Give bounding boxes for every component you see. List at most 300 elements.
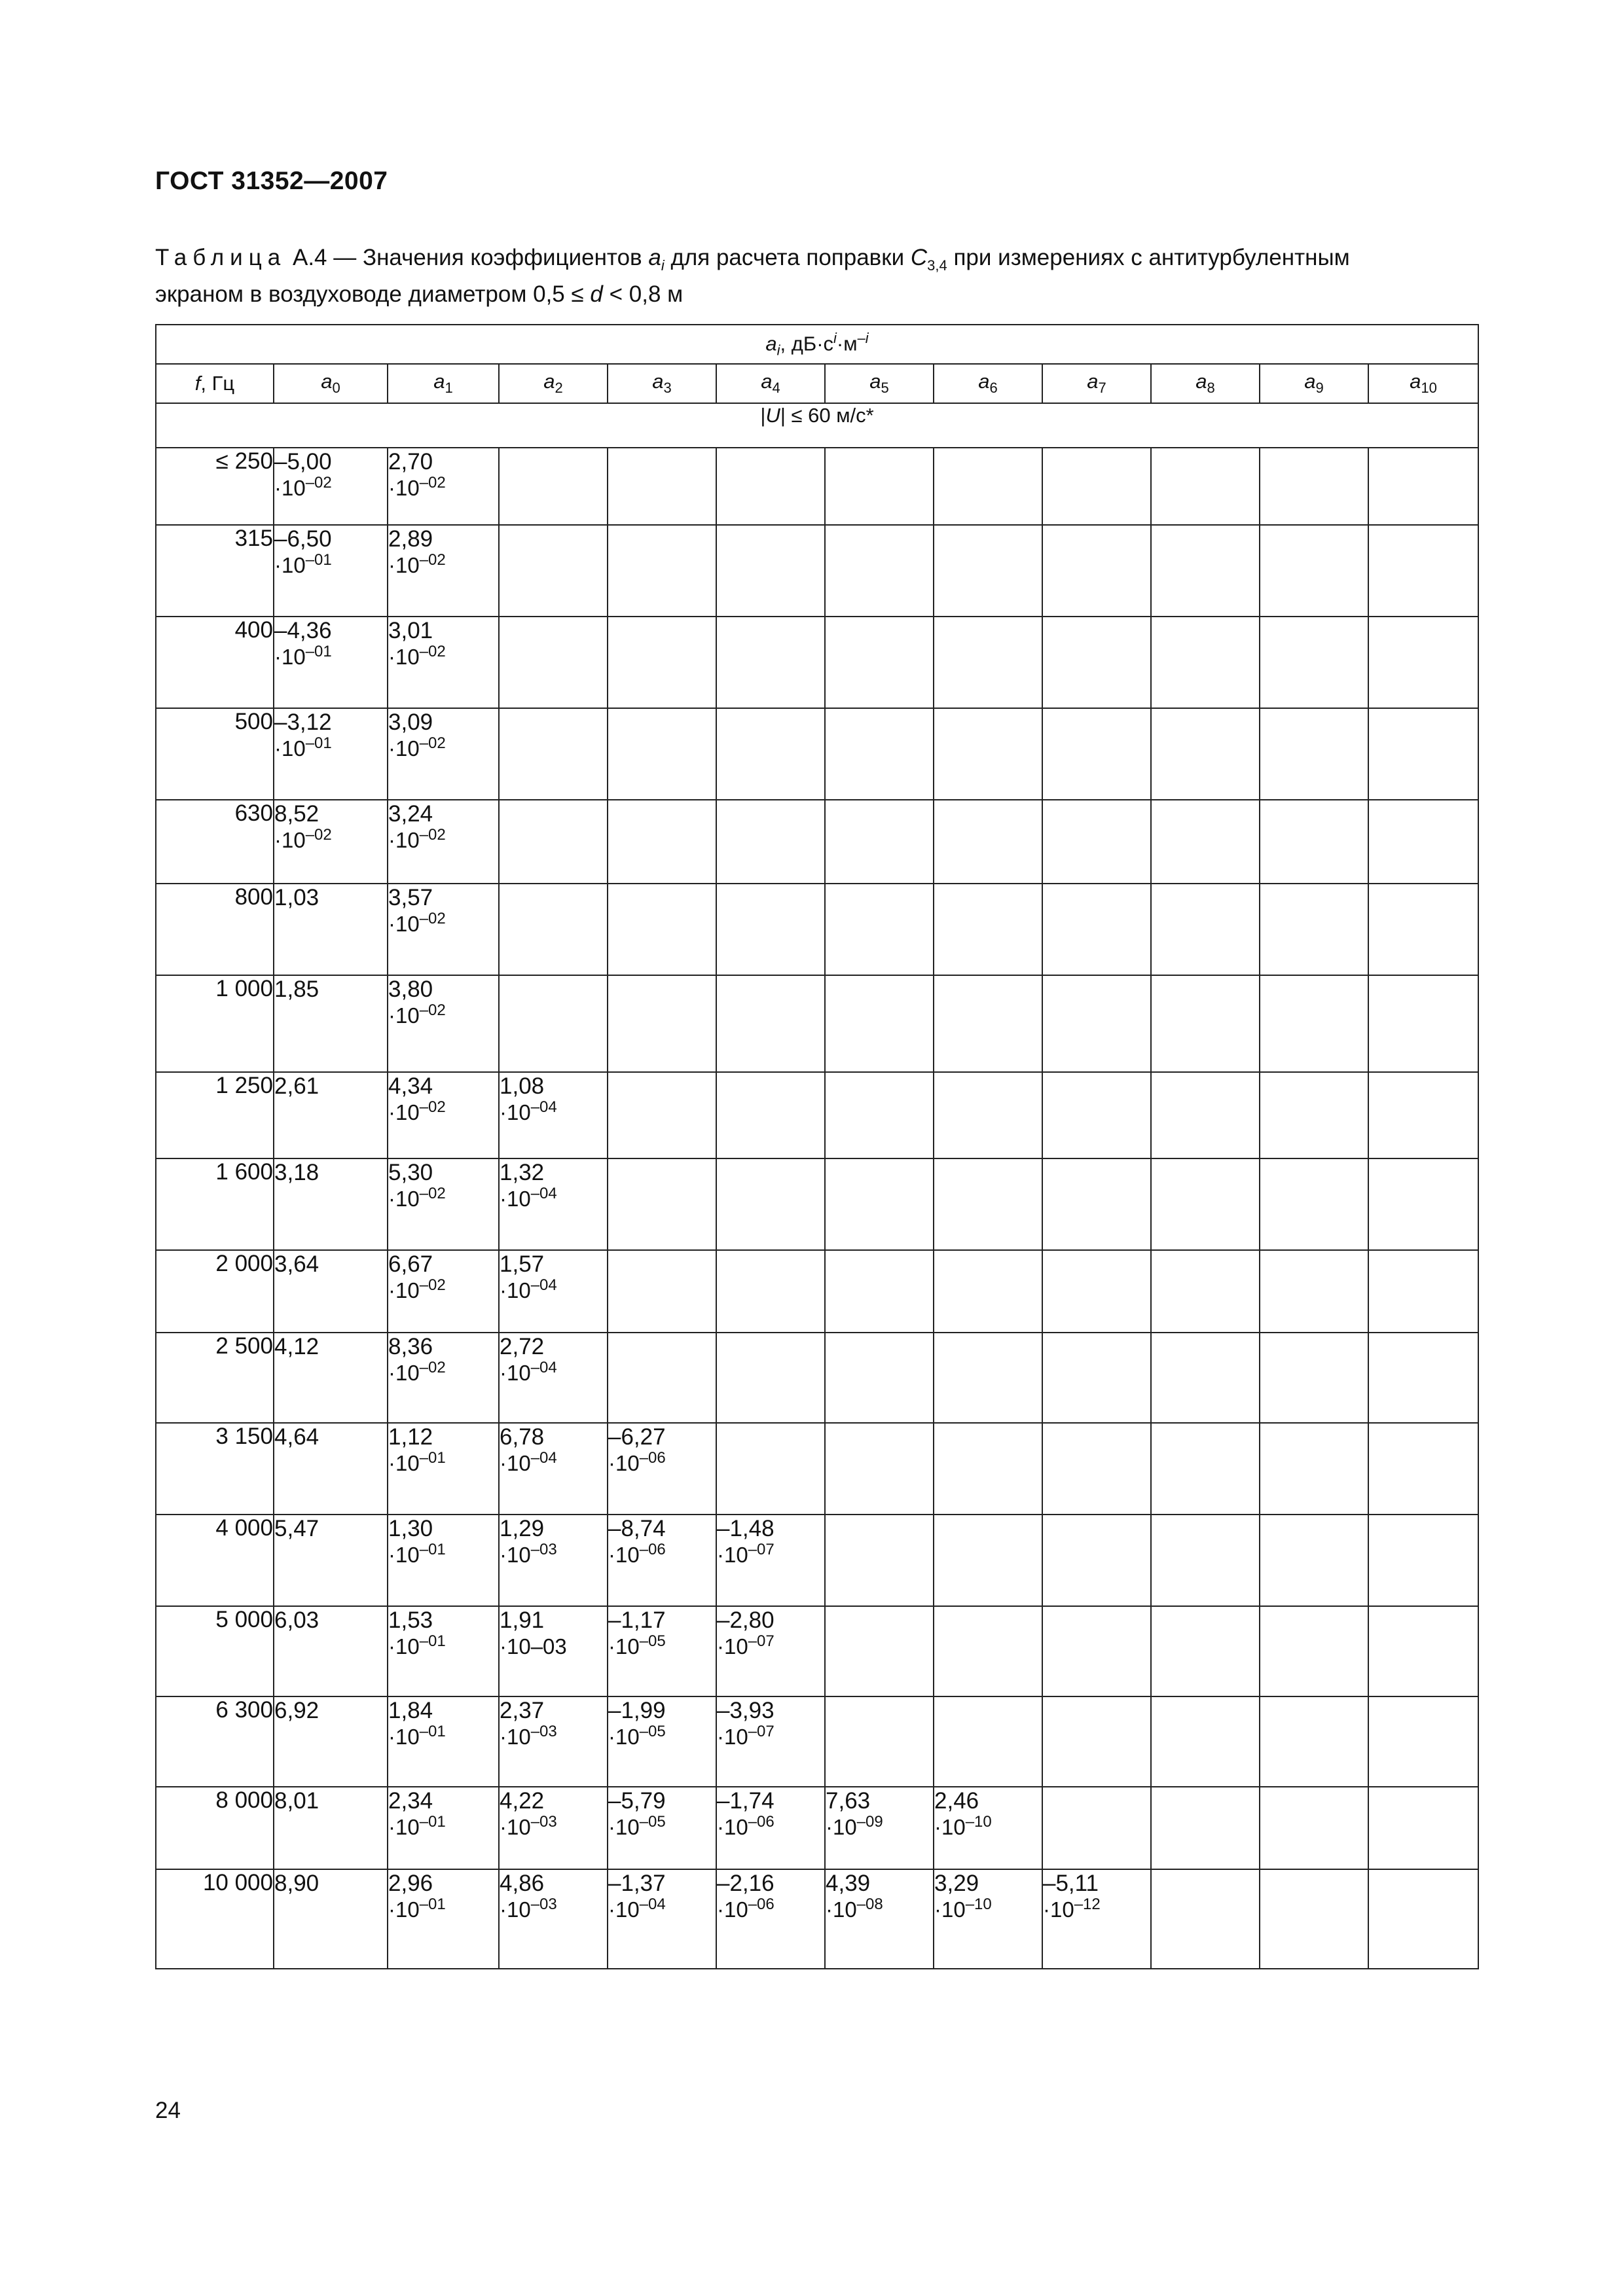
coefficient-cell: [825, 617, 934, 708]
coefficient-mantissa: –5,00: [274, 449, 332, 475]
coefficient-mantissa: 5,30: [388, 1160, 433, 1185]
exponent-base: ·10: [388, 1278, 420, 1302]
coefficient-cell: [934, 1072, 1042, 1158]
coefficient-exponent: [934, 1897, 1042, 1922]
coefficient-cell: [388, 1869, 499, 1969]
coefficient-cell: [274, 1158, 388, 1250]
table-row: [156, 1072, 1478, 1158]
coefficient-cell: [499, 1423, 608, 1515]
coef-header-sub: 10: [1421, 380, 1437, 397]
exponent-base: ·10–03: [500, 1634, 567, 1659]
coefficient-cell: [1260, 1515, 1368, 1606]
condition-pre: |: [760, 404, 766, 427]
coefficient-exponent: [388, 1451, 498, 1476]
coefficient-exponent: [388, 553, 498, 578]
coefficient-mantissa: 2,70: [388, 449, 433, 475]
coefficient-mantissa: –1,74: [717, 1788, 775, 1814]
table-row: [156, 525, 1478, 617]
coefficient-cell: [1368, 1515, 1478, 1606]
coefficient-mantissa: 4,86: [500, 1871, 545, 1896]
coefficient-exponent: [500, 1187, 607, 1211]
coefficient-cell: [1260, 1072, 1368, 1158]
coefficient-mantissa: 3,57: [388, 885, 433, 910]
coefficient-exponent: [274, 736, 387, 761]
coefficient-mantissa: 2,96: [388, 1871, 433, 1896]
coef-header-var: a: [433, 370, 445, 393]
frequency-cell: 1 600: [156, 1158, 274, 1250]
coefficient-cell: [934, 1333, 1042, 1423]
coefficient-cell: [499, 975, 608, 1072]
exponent-power: –02: [419, 551, 446, 569]
coefficient-cell: [1042, 975, 1151, 1072]
coefficients-table: [155, 324, 1479, 1969]
coefficient-exponent: [500, 1278, 607, 1303]
coefficient-cell: [825, 800, 934, 884]
coefficient-exponent: [717, 1725, 824, 1749]
coefficient-cell: [825, 1423, 934, 1515]
coefficient-exponent: [388, 1634, 498, 1659]
exponent-power: –03: [530, 1895, 557, 1913]
coefficient-cell: [825, 708, 934, 800]
page-number: 24: [155, 2098, 181, 2123]
frequency-cell: 630: [156, 800, 274, 884]
coefficient-cell: [716, 1696, 825, 1787]
frequency-cell: 500: [156, 708, 274, 800]
coefficient-cell: [499, 1606, 608, 1696]
coefficient-cell: [716, 1606, 825, 1696]
exponent-base: ·10: [608, 1451, 640, 1475]
coefficient-mantissa: 8,36: [388, 1334, 433, 1359]
exponent-power: –05: [639, 1813, 666, 1831]
coefficient-mantissa: 3,29: [934, 1871, 979, 1896]
coefficient-mantissa: 8,90: [274, 1871, 319, 1896]
coefficient-exponent: [388, 476, 498, 501]
coefficient-cell: [1368, 1869, 1478, 1969]
coefficient-mantissa: 3,80: [388, 977, 433, 1002]
caption-line2-post: < 0,8 м: [602, 281, 684, 307]
caption-label-rest: A.4 — Значения коэффициентов: [292, 245, 649, 270]
coefficient-cell: [1368, 1250, 1478, 1333]
exponent-power: –01: [305, 551, 332, 569]
coef-header-var: a: [869, 370, 881, 393]
exponent-base: ·10: [500, 1543, 531, 1567]
exponent-base: ·10: [274, 828, 306, 852]
exponent-base: ·10: [500, 1100, 531, 1124]
coefficient-cell: [1042, 800, 1151, 884]
coefficient-cell: [1151, 617, 1260, 708]
exponent-power: –01: [419, 1449, 446, 1467]
exponent-power: –01: [419, 1813, 446, 1831]
coefficient-cell: [825, 525, 934, 617]
coefficient-mantissa: –4,36: [274, 618, 332, 643]
exponent-base: ·10: [608, 1543, 640, 1567]
coefficient-cell: [608, 1869, 716, 1969]
unit-exp1: i: [833, 329, 837, 346]
coefficient-cell: [388, 1250, 499, 1333]
coefficient-cell: [1260, 708, 1368, 800]
exponent-base: ·10: [388, 1897, 420, 1922]
coefficient-mantissa: –1,37: [608, 1871, 666, 1896]
coefficient-cell: [716, 617, 825, 708]
coefficient-cell: [608, 800, 716, 884]
coef-header-a8: [1151, 364, 1260, 403]
coefficient-cell: [716, 884, 825, 975]
coef-header-sub: 4: [772, 380, 780, 397]
coefficient-exponent: [388, 1100, 498, 1125]
coefficient-mantissa: 3,01: [388, 618, 433, 643]
coefficient-cell: [716, 1869, 825, 1969]
frequency-cell: 4 000: [156, 1515, 274, 1606]
coefficient-cell: [608, 617, 716, 708]
caption-mid: для расчета поправки: [664, 245, 911, 270]
coefficient-cell: [1368, 800, 1478, 884]
exponent-base: ·10: [826, 1815, 857, 1839]
coefficient-cell: [1260, 1158, 1368, 1250]
coefficient-mantissa: –3,12: [274, 709, 332, 735]
coefficient-mantissa: 3,64: [274, 1251, 319, 1277]
coefficient-cell: [825, 1072, 934, 1158]
exponent-power: –03: [530, 1723, 557, 1740]
coefficient-exponent: [274, 645, 387, 670]
coefficient-cell: [716, 1515, 825, 1606]
coefficient-cell: [1260, 1787, 1368, 1869]
exponent-power: –01: [305, 643, 332, 660]
exponent-base: ·10: [274, 736, 306, 761]
exponent-power: –04: [530, 1098, 557, 1116]
table-row: [156, 1869, 1478, 1969]
unit-mid: ·м: [836, 332, 858, 355]
exponent-power: –06: [639, 1449, 666, 1467]
coefficient-cell: [388, 1515, 499, 1606]
coefficient-cell: [825, 1250, 934, 1333]
coefficient-mantissa: 3,18: [274, 1160, 319, 1185]
coefficient-cell: [1042, 1423, 1151, 1515]
coef-header-sub: 1: [445, 380, 453, 397]
coef-header-var: a: [1304, 370, 1316, 393]
frequency-cell: 5 000: [156, 1606, 274, 1696]
coefficient-cell: [716, 1333, 825, 1423]
coefficient-exponent: [388, 736, 498, 761]
coefficient-exponent: [500, 1100, 607, 1125]
coefficient-cell: [1260, 884, 1368, 975]
frequency-cell: 6 300: [156, 1696, 274, 1787]
coef-header-a6: [934, 364, 1042, 403]
coefficient-cell: [1151, 975, 1260, 1072]
coefficient-cell: [274, 525, 388, 617]
coefficient-cell: [1260, 800, 1368, 884]
coefficient-exponent: [388, 1897, 498, 1922]
coefficient-cell: [499, 884, 608, 975]
coefficient-cell: [1368, 525, 1478, 617]
coef-header-a4: [716, 364, 825, 403]
coef-header-var: a: [1410, 370, 1421, 393]
exponent-power: –02: [419, 1185, 446, 1202]
exponent-base: ·10: [388, 1725, 420, 1749]
coefficient-cell: [274, 975, 388, 1072]
coefficient-cell: [274, 708, 388, 800]
exponent-power: –03: [530, 1541, 557, 1558]
coefficient-mantissa: 2,72: [500, 1334, 545, 1359]
exponent-base: ·10: [717, 1897, 748, 1922]
exponent-base: ·10: [717, 1634, 748, 1659]
coefficient-cell: [274, 1606, 388, 1696]
coefficient-cell: [608, 1333, 716, 1423]
exponent-base: ·10: [717, 1543, 748, 1567]
coefficient-exponent: [826, 1897, 933, 1922]
coefficient-mantissa: –1,99: [608, 1698, 666, 1723]
coefficient-cell: [1042, 617, 1151, 708]
exponent-base: ·10: [1043, 1897, 1074, 1922]
coefficient-cell: [1151, 1158, 1260, 1250]
coefficient-cell: [1042, 525, 1151, 617]
frequency-cell: 2 000: [156, 1250, 274, 1333]
exponent-power: –10: [965, 1813, 992, 1831]
coef-header-a0: [274, 364, 388, 403]
coefficient-mantissa: 1,03: [274, 885, 319, 910]
coefficient-exponent: [274, 828, 387, 853]
exponent-power: –06: [748, 1813, 775, 1831]
coefficient-exponent: [717, 1815, 824, 1840]
coefficient-cell: [1151, 1515, 1260, 1606]
coefficient-exponent: [608, 1897, 716, 1922]
coefficient-mantissa: –6,27: [608, 1424, 666, 1450]
exponent-base: ·10: [274, 553, 306, 577]
coefficient-exponent: [274, 476, 387, 501]
coefficient-cell: [1042, 1333, 1151, 1423]
coefficient-cell: [274, 617, 388, 708]
exponent-power: –02: [419, 1359, 446, 1376]
coefficient-cell: [608, 1515, 716, 1606]
exponent-base: ·10: [500, 1361, 531, 1385]
coefficient-cell: [1260, 448, 1368, 525]
coefficient-cell: [499, 708, 608, 800]
coefficient-cell: [274, 1072, 388, 1158]
coefficient-cell: [1151, 800, 1260, 884]
exponent-base: ·10: [608, 1815, 640, 1839]
exponent-power: –06: [639, 1541, 666, 1558]
coefficient-cell: [1260, 1423, 1368, 1515]
coefficient-cell: [1151, 1250, 1260, 1333]
coefficient-cell: [1368, 975, 1478, 1072]
coefficient-cell: [1042, 1158, 1151, 1250]
table-row: [156, 800, 1478, 884]
coef-header-sub: 5: [881, 380, 889, 397]
coefficient-cell: [1260, 1696, 1368, 1787]
coefficient-mantissa: –6,50: [274, 526, 332, 552]
exponent-power: –12: [1074, 1895, 1101, 1913]
exponent-base: ·10: [388, 476, 420, 500]
condition-cell: [156, 403, 1478, 448]
exponent-base: ·10: [388, 1100, 420, 1124]
frequency-cell: 10 000: [156, 1869, 274, 1969]
coefficient-cell: [388, 1606, 499, 1696]
coefficient-mantissa: 3,09: [388, 709, 433, 735]
coefficient-mantissa: –3,93: [717, 1698, 775, 1723]
coefficient-cell: [1151, 1869, 1260, 1969]
exponent-base: ·10: [608, 1634, 640, 1659]
coefficient-exponent: [388, 828, 498, 853]
coefficient-cell: [1260, 617, 1368, 708]
coefficient-mantissa: 6,67: [388, 1251, 433, 1277]
coefficient-cell: [1368, 884, 1478, 975]
exponent-base: ·10: [388, 1361, 420, 1385]
coefficient-cell: [825, 1696, 934, 1787]
coefficient-mantissa: 8,01: [274, 1788, 319, 1814]
exponent-base: ·10: [274, 645, 306, 669]
exponent-power: –09: [856, 1813, 883, 1831]
exponent-power: –02: [305, 826, 332, 844]
coefficient-mantissa: 4,34: [388, 1073, 433, 1099]
coefficient-cell: [388, 1423, 499, 1515]
coefficient-cell: [1260, 975, 1368, 1072]
coefficient-cell: [499, 1333, 608, 1423]
coef-header-sub: 6: [989, 380, 998, 397]
coefficient-cell: [716, 1250, 825, 1333]
coefficient-cell: [934, 1869, 1042, 1969]
coefficient-cell: [499, 800, 608, 884]
coefficient-cell: [608, 1158, 716, 1250]
coefficient-cell: [499, 1869, 608, 1969]
coefficient-cell: [608, 708, 716, 800]
coefficient-mantissa: 1,57: [500, 1251, 545, 1277]
table-row: [156, 1158, 1478, 1250]
coefficient-mantissa: 1,30: [388, 1516, 433, 1541]
coefficient-cell: [716, 1158, 825, 1250]
coefficient-mantissa: 8,52: [274, 801, 319, 827]
coefficient-mantissa: –2,16: [717, 1871, 775, 1896]
exponent-power: –04: [639, 1895, 666, 1913]
exponent-base: ·10: [274, 476, 306, 500]
coefficient-cell: [608, 1423, 716, 1515]
coefficient-exponent: [388, 1278, 498, 1303]
coef-header-a10: [1368, 364, 1478, 403]
exponent-power: –01: [419, 1632, 446, 1650]
coefficient-exponent: [500, 1815, 607, 1840]
coefficient-exponent: [717, 1634, 824, 1659]
coefficient-cell: [934, 708, 1042, 800]
coefficient-mantissa: 1,91: [500, 1607, 545, 1633]
coefficient-cell: [1368, 617, 1478, 708]
coefficient-exponent: [608, 1815, 716, 1840]
coefficient-cell: [1042, 1250, 1151, 1333]
exponent-power: –07: [748, 1723, 775, 1740]
coefficient-exponent: [608, 1634, 716, 1659]
coef-header-var: a: [1195, 370, 1207, 393]
coefficient-cell: [499, 1787, 608, 1869]
coefficient-mantissa: –1,17: [608, 1607, 666, 1633]
coef-header-sub: 0: [332, 380, 340, 397]
coefficient-cell: [1151, 1787, 1260, 1869]
coef-header-sub: 2: [555, 380, 563, 397]
coefficient-cell: [608, 1787, 716, 1869]
exponent-base: ·10: [388, 1003, 420, 1028]
coef-header-var: a: [652, 370, 664, 393]
table-caption: [155, 243, 1478, 309]
coef-header-var: a: [1087, 370, 1099, 393]
coefficient-cell: [825, 1333, 934, 1423]
caption-corr-sub: 3,4: [927, 257, 947, 274]
coefficient-exponent: [717, 1897, 824, 1922]
table-row: [156, 1606, 1478, 1696]
coefficient-mantissa: –1,48: [717, 1516, 775, 1541]
coefficient-exponent: [500, 1634, 607, 1659]
coefficient-exponent: [608, 1451, 716, 1476]
coefficient-mantissa: 2,61: [274, 1073, 319, 1099]
coefficient-cell: [1368, 708, 1478, 800]
coefficient-cell: [1151, 448, 1260, 525]
coefficient-cell: [716, 708, 825, 800]
exponent-base: ·10: [388, 736, 420, 761]
freq-text: , Гц: [200, 372, 235, 395]
exponent-power: –02: [419, 1276, 446, 1294]
unit-text: , дБ·с: [780, 332, 834, 355]
coefficient-cell: [1260, 525, 1368, 617]
coefficient-cell: [388, 975, 499, 1072]
exponent-power: –02: [419, 1098, 446, 1116]
coef-header-var: a: [978, 370, 990, 393]
unit-var: a: [765, 332, 777, 355]
coefficient-cell: [1042, 1606, 1151, 1696]
coefficient-cell: [934, 1787, 1042, 1869]
exponent-base: ·10: [934, 1897, 966, 1922]
exponent-power: –02: [419, 474, 446, 492]
coefficient-cell: [1042, 1869, 1151, 1969]
coefficient-cell: [274, 1869, 388, 1969]
coef-header-a3: [608, 364, 716, 403]
exponent-power: –07: [748, 1541, 775, 1558]
exponent-base: ·10: [388, 1543, 420, 1567]
table-row: [156, 884, 1478, 975]
exponent-power: –04: [530, 1359, 557, 1376]
coefficient-mantissa: 1,85: [274, 977, 319, 1002]
exponent-power: –05: [639, 1723, 666, 1740]
frequency-cell: 315: [156, 525, 274, 617]
frequency-cell: 800: [156, 884, 274, 975]
coefficient-mantissa: 1,08: [500, 1073, 545, 1099]
coefficient-mantissa: 2,37: [500, 1698, 545, 1723]
coefficient-cell: [388, 617, 499, 708]
caption-line2-pre: экраном в воздуховоде диаметром 0,5 ≤: [155, 281, 591, 307]
coefficient-cell: [1368, 1696, 1478, 1787]
exponent-power: –02: [305, 474, 332, 492]
coefficient-exponent: [388, 645, 498, 670]
exponent-power: –10: [965, 1895, 992, 1913]
exponent-base: ·10: [388, 553, 420, 577]
table-row: [156, 617, 1478, 708]
coefficient-mantissa: 4,64: [274, 1424, 319, 1450]
coefficient-exponent: [388, 1003, 498, 1028]
exponent-base: ·10: [388, 912, 420, 936]
coefficient-cell: [499, 1072, 608, 1158]
frequency-cell: 1 000: [156, 975, 274, 1072]
coefficient-exponent: [608, 1543, 716, 1568]
coefficient-cell: [388, 1333, 499, 1423]
exponent-power: –01: [419, 1895, 446, 1913]
exponent-base: ·10: [500, 1451, 531, 1475]
table-row: [156, 1515, 1478, 1606]
coefficient-cell: [716, 1072, 825, 1158]
coefficient-cell: [274, 1423, 388, 1515]
coefficient-cell: [1151, 1333, 1260, 1423]
coefficient-exponent: [934, 1815, 1042, 1840]
coefficient-cell: [1042, 884, 1151, 975]
coefficient-mantissa: 1,84: [388, 1698, 433, 1723]
coefficient-cell: [825, 1158, 934, 1250]
coefficient-cell: [1368, 1606, 1478, 1696]
coefficient-cell: [388, 448, 499, 525]
coefficient-exponent: [274, 553, 387, 578]
exponent-base: ·10: [717, 1815, 748, 1839]
